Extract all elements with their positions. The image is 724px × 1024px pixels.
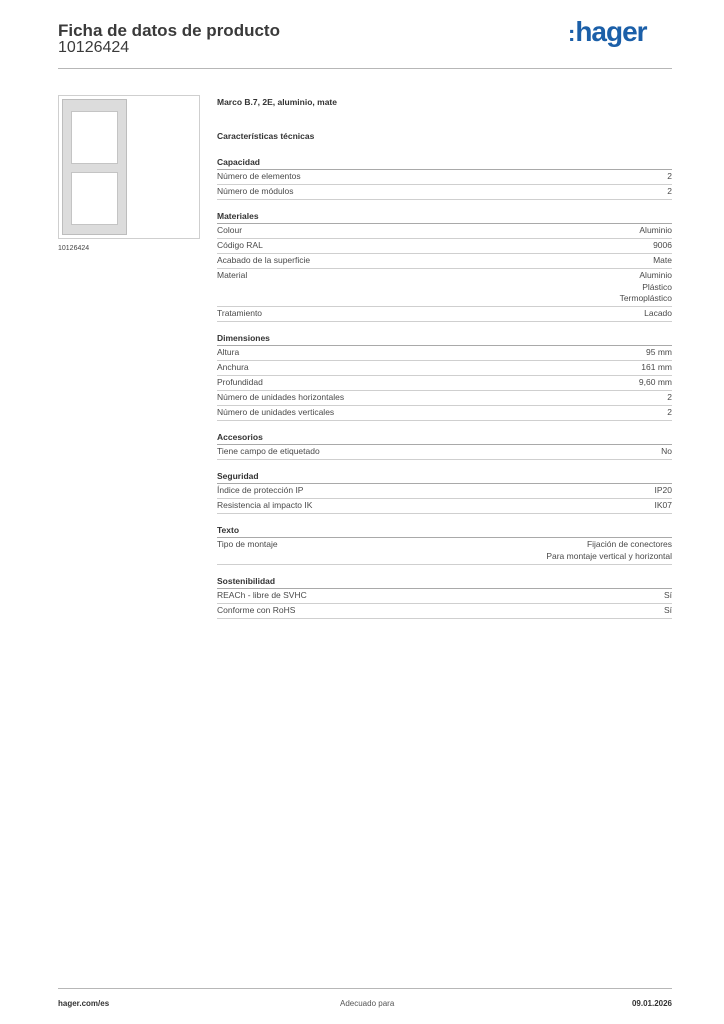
- section-title: Dimensiones: [217, 332, 672, 346]
- spec-values: [667, 392, 672, 404]
- header-divider: [58, 68, 672, 69]
- spec-label: Número de módulos: [217, 186, 294, 196]
- section-title: Texto: [217, 524, 672, 538]
- spec-label: Resistencia al impacto IK: [217, 500, 313, 510]
- spec-values: [661, 446, 672, 458]
- frame-illustration: [62, 99, 127, 235]
- spec-label: Código RAL: [217, 240, 263, 250]
- spec-sections: [217, 156, 672, 619]
- spec-value: Aluminio: [639, 225, 672, 235]
- spec-row: [217, 604, 672, 619]
- logo-colon-icon: :: [568, 21, 575, 46]
- frame-opening-top: [71, 111, 118, 164]
- page-title: Ficha de datos de producto: [58, 21, 280, 40]
- spec-row: [217, 499, 672, 514]
- spec-values: [655, 485, 673, 497]
- spec-label: Profundidad: [217, 377, 263, 387]
- product-image: [58, 95, 200, 239]
- spec-value: 9006: [653, 240, 672, 250]
- spec-value: Fijación de conectores: [586, 539, 672, 549]
- spec-row: [217, 406, 672, 421]
- spec-section: [217, 524, 672, 565]
- frame-opening-bottom: [71, 172, 118, 225]
- spec-value: 2: [667, 186, 672, 196]
- section-title: Seguridad: [217, 470, 672, 484]
- footer-website: hager.com/es: [58, 999, 110, 1008]
- spec-label: Material: [217, 270, 248, 280]
- spec-label: Número de unidades horizontales: [217, 392, 345, 402]
- spec-section: [217, 470, 672, 514]
- spec-values: [639, 225, 672, 237]
- spec-section: [217, 575, 672, 619]
- spec-label: Número de unidades verticales: [217, 407, 335, 417]
- spec-values: [620, 270, 672, 305]
- spec-section: [217, 210, 672, 322]
- spec-row: [217, 185, 672, 200]
- spec-value: Sí: [663, 589, 672, 600]
- spec-row: [217, 589, 672, 604]
- product-name: Marco B.7, 2E, aluminio, mate: [217, 97, 337, 107]
- spec-label: Anchura: [217, 362, 249, 372]
- spec-values: [667, 171, 672, 183]
- product-number: 10126424: [58, 39, 130, 56]
- spec-values: [653, 255, 672, 267]
- spec-label: Colour: [217, 225, 243, 235]
- spec-value: No: [661, 446, 672, 456]
- spec-values: [664, 605, 672, 617]
- spec-row: [217, 254, 672, 269]
- spec-label: Tiene campo de etiquetado: [217, 446, 320, 456]
- spec-value: IP20: [654, 485, 672, 495]
- spec-row: [217, 391, 672, 406]
- spec-content: [217, 96, 672, 629]
- spec-row: [217, 484, 672, 499]
- spec-label: Conforme con RoHS: [217, 604, 296, 615]
- footer-divider: [58, 988, 672, 989]
- spec-values: [546, 539, 672, 562]
- spec-value: 9,60 mm: [638, 377, 672, 387]
- spec-row: [217, 346, 672, 361]
- spec-row: [217, 445, 672, 460]
- spec-value: Para montaje vertical y horizontal: [546, 550, 672, 561]
- spec-values: [667, 407, 672, 419]
- section-title: Capacidad: [217, 156, 672, 170]
- spec-row: [217, 376, 672, 391]
- tech-title: Características técnicas: [217, 131, 315, 141]
- spec-value: Plástico: [642, 281, 672, 292]
- section-title: Materiales: [217, 210, 672, 224]
- spec-values: [664, 590, 672, 602]
- spec-values: [653, 240, 672, 252]
- spec-label: Número de elementos: [217, 171, 301, 181]
- hager-logo: [568, 16, 647, 50]
- section-title: Sostenibilidad: [217, 575, 672, 589]
- section-title: Accesorios: [217, 431, 672, 445]
- spec-value: 2: [667, 392, 672, 402]
- spec-label: Altura: [217, 347, 240, 357]
- footer-date: 09.01.2026: [631, 999, 672, 1008]
- spec-label: Tratamiento: [217, 308, 263, 318]
- spec-label: Acabado de la superficie: [217, 255, 311, 265]
- spec-label: Tipo de montaje: [217, 539, 278, 549]
- spec-row: [217, 170, 672, 185]
- spec-row: [217, 307, 672, 322]
- spec-value: 95 mm: [646, 347, 672, 357]
- spec-values: [641, 362, 672, 374]
- spec-value: 2: [667, 171, 672, 181]
- spec-value: Aluminio: [639, 270, 672, 280]
- spec-values: [639, 377, 672, 389]
- spec-section: [217, 431, 672, 460]
- footer-note: Adecuado para: [340, 999, 395, 1008]
- spec-row: [217, 224, 672, 239]
- image-caption: 10126424: [58, 245, 90, 252]
- logo-text: hager: [575, 16, 647, 47]
- spec-section: [217, 156, 672, 200]
- spec-label: Índice de protección IP: [217, 485, 304, 495]
- spec-label: REACh - libre de SVHC: [217, 589, 307, 600]
- spec-value: Mate: [653, 255, 672, 265]
- spec-row: [217, 361, 672, 376]
- spec-value: 2: [667, 407, 672, 417]
- spec-values: [646, 347, 672, 359]
- spec-value: 161 mm: [641, 362, 672, 372]
- spec-value: Termoplástico: [619, 293, 672, 303]
- spec-row: [217, 269, 672, 307]
- spec-section: [217, 332, 672, 421]
- spec-value: Lacado: [644, 308, 672, 318]
- spec-value: IK07: [654, 500, 672, 510]
- spec-row: [217, 538, 672, 565]
- spec-row: [217, 239, 672, 254]
- spec-values: [667, 186, 672, 198]
- spec-values: [655, 500, 673, 512]
- spec-value: Sí: [663, 604, 672, 615]
- spec-values: [644, 308, 672, 320]
